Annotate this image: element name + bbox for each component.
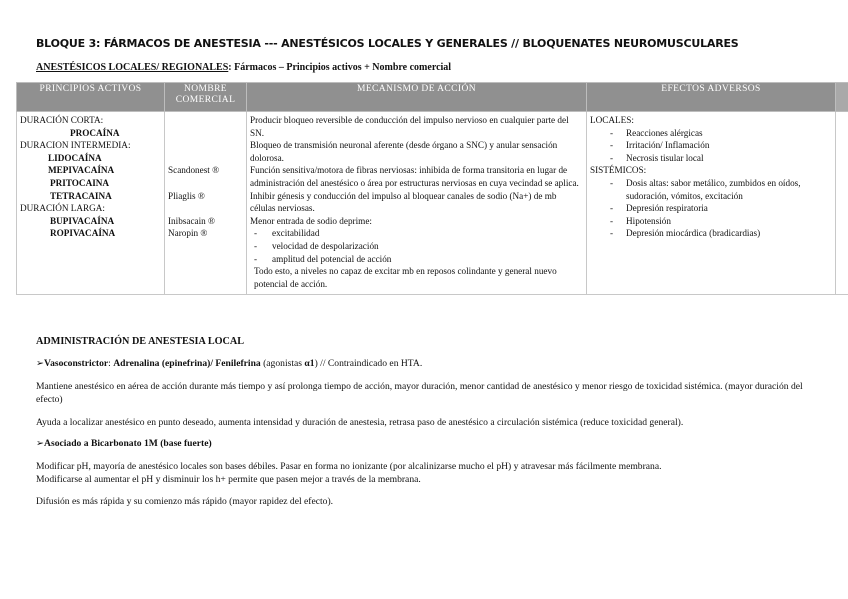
list-item: - Irritación/ Inflamación <box>590 139 832 152</box>
header-nombre: NOMBRE COMERCIAL <box>165 83 247 112</box>
subtitle-label: ANESTÉSICOS LOCALES/ REGIONALES <box>36 62 229 73</box>
admin-heading: ADMINISTRACIÓN DE ANESTESIA LOCAL <box>36 336 245 347</box>
mech-paragraph: Función sensitiva/motora de fibras nerviosas: inhibida de forma transitoria en lugar de administración del anestésico o área por estructuras nerviosas en cuya vecindad se aplica. <box>250 165 579 188</box>
page-title: BLOQUE 3: FÁRMACOS DE ANESTESIA --- ANESTÉSICOS LOCALES Y GENERALES // BLOQUENATES NEUROMUSCULARES <box>36 37 739 50</box>
mech-paragraph: Inhibir génesis y conducción del impulso al bloquear canales de sodio (Na+) de mb células nerviosas. <box>250 190 557 214</box>
mech-paragraph: Todo esto, a niveles no capaz de excitar mb en reposos colindante y general nuevo potencial de acción. <box>254 266 557 289</box>
drug-tetracaina: TETRACAINA <box>50 190 112 201</box>
mech-paragraph: Producir bloqueo reversible de conducción del impulso nervioso en cualquier parte del SN. <box>250 115 569 138</box>
bullet-bicarbonato <box>36 438 828 451</box>
bullet-vasoconstrictor: ➢Vasoconstrictor: Adrenalina (epinefrina)/ Fenilefrina (agonistas α1) // Contraindicado en HTA. <box>36 358 423 369</box>
admin-paragraph: Ayuda a localizar anestésico en punto deseado, aumenta intensidad y duración de anestesia, retrasa paso de anestésico a circulación sistémica (reduce toxicidad general). <box>36 417 684 428</box>
list-item: - excitabilidad <box>250 227 583 240</box>
table-row <box>17 112 848 295</box>
brand-pliaglis: Pliaglis ® <box>168 190 205 201</box>
admin-paragraph: Difusión es más rápida y su comienzo más rápido (mayor rapidez del efecto). <box>36 496 334 507</box>
cell-empty <box>836 112 848 295</box>
drug-ropivacaina: ROPIVACAÍNA <box>50 228 116 239</box>
brand-inibsacain: Inibsacain ® <box>168 215 216 226</box>
locales-label: LOCALES: <box>590 115 634 125</box>
drug-bupivacaina: BUPIVACAÍNA <box>50 215 115 226</box>
list-item: - Depresión respiratoria <box>590 202 832 215</box>
list-item: - velocidad de despolarización <box>250 240 583 253</box>
table-header-row <box>17 83 848 112</box>
list-item: - Dosis altas: sabor metálico, zumbidos en oídos, sudoración, vómitos, excitación <box>590 177 832 202</box>
header-empty <box>836 83 848 112</box>
sistemicos-label: SISTÉMICOS: <box>590 165 647 176</box>
cell-efectos <box>587 112 836 295</box>
header-mecanismo: MECANISMO DE ACCIÓN <box>247 83 587 112</box>
drug-lidocaina: LIDOCAÍNA <box>48 152 102 163</box>
arrow-bullet-icon: ➢ <box>36 438 45 449</box>
arrow-bullet-icon: ➢ <box>36 358 45 369</box>
drug-pritocaina: PRITOCAINA <box>50 177 110 188</box>
brand-naropin: Naropin ® <box>168 228 208 239</box>
list-item: - Reacciones alérgicas <box>590 127 832 140</box>
drug-procaina: PROCAÍNA <box>70 127 120 138</box>
mech-paragraph: Bloqueo de transmisión neuronal aferente (desde órgano a SNC) y anular sensación dolorosa. <box>250 140 558 163</box>
section-subtitle <box>36 62 451 73</box>
header-principios: PRINCIPIOS ACTIVOS <box>17 83 165 112</box>
mech-list <box>250 227 583 265</box>
list-item: - amplitud del potencial de acción <box>250 253 583 266</box>
admin-paragraph: Modificar pH, mayoría de anestésico locales son bases débiles. Pasar en forma no ionizante (por alcalinizarse mucho el pH) y atravesar más fácilmente membrana. Modificarse al aumentar el pH y disminuir los h+ permite que pasen mejor a través de la membrana. <box>36 461 662 485</box>
header-efectos: EFECTOS ADVERSOS <box>587 83 836 112</box>
cell-nombre-comercial <box>165 112 247 295</box>
bullet-label: Vasoconstrictor <box>44 358 109 369</box>
duration-short-label: DURACIÓN CORTA: <box>20 115 104 125</box>
bullet-drugs: Adrenalina (epinefrina)/ Fenilefrina <box>113 358 261 369</box>
mech-paragraph: Menor entrada de sodio deprime: <box>250 215 372 226</box>
duration-intermediate-label: DURACION INTERMEDIA: <box>20 140 131 151</box>
sistemicos-list <box>590 177 832 240</box>
admin-paragraph: Mantiene anestésico en aérea de acción durante más tiempo y así prolonga tiempo de acción, mayor duración, menor cantidad de anestésico y menor riesgo de toxicidad sistémica. (mayor duración del efecto) <box>36 381 803 405</box>
list-item: - Necrosis tisular local <box>590 152 832 165</box>
drug-table <box>16 82 848 295</box>
locales-list <box>590 127 832 165</box>
cell-mecanismo <box>247 112 587 295</box>
brand-scandonest: Scandonest ® <box>168 165 220 176</box>
duration-long-label: DURACIÓN LARGA: <box>20 203 105 214</box>
subtitle-rest: : Fármacos – Principios activos + Nombre comercial <box>228 62 452 73</box>
list-item: - Hipotensión <box>590 215 832 228</box>
drug-mepivacaina: MEPIVACAÍNA <box>48 165 115 176</box>
list-item: - Depresión miocárdica (bradicardias) <box>590 227 832 240</box>
bullet-label: Asociado a Bicarbonato 1M (base fuerte) <box>44 438 212 449</box>
cell-principios <box>17 112 165 295</box>
